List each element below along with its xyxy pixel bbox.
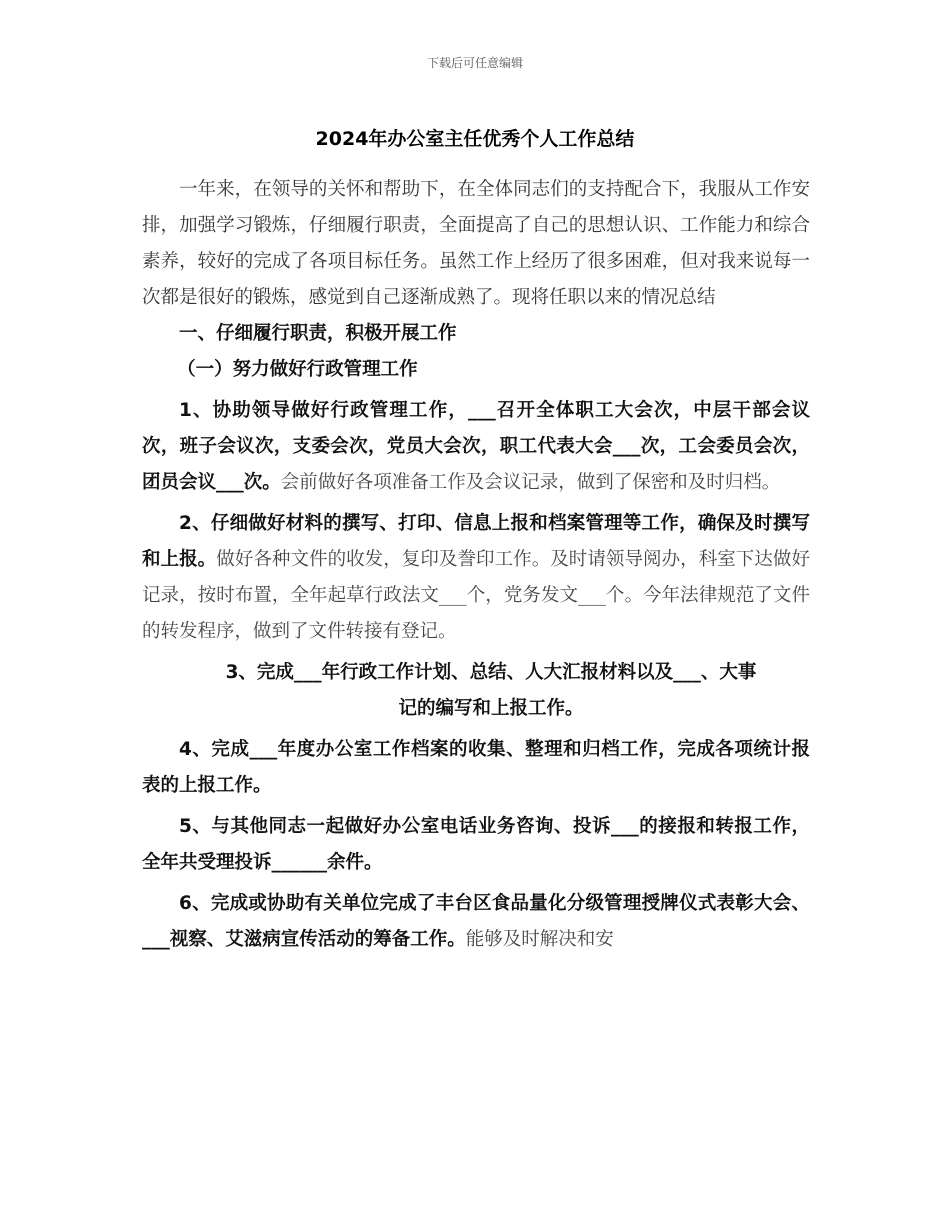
item-text: 能够及时解决和安 (465, 929, 614, 950)
page-header-note: 下载后可任意编辑 (426, 56, 523, 70)
list-item (142, 506, 810, 650)
page-title: 2024年办公室主任优秀个人工作总结 (315, 128, 635, 150)
item-bold-text: 1、协助领导做好行政管理工作，___召开全体职工大会次，中层干部会议次，班子会议次，支委会次，党员大会次，职工代表大会___次，工会委员会次，团员会议___次。 (142, 400, 810, 493)
subsection-heading-1: （一）努力做好行政管理工作 (177, 359, 418, 380)
item-bold-text: 4、完成___年度办公室工作档案的收集、整理和归档工作，完成各项统计报表的上报工作。 (142, 739, 810, 796)
section-heading-1: 一、仔细履行职责，积极开展工作 (179, 323, 457, 344)
item-bold-text: 2、仔细做好材料的撰写、打印、信息上报和档案管理等工作，确保及时撰写和上报。 (142, 513, 810, 570)
list-item (142, 809, 810, 881)
list-item (142, 886, 810, 958)
list-item-centered-line2: 记的编写和上报工作。 (398, 698, 584, 719)
list-item (142, 393, 810, 501)
item-text: 做好各种文件的收发，复印及誊印工作。及时请领导阅办，科室下达做好记录，按时布置，全年起草行政法文___个，党务发文___个。今年法律规范了文件的转发程序，做到了文件转接有登记。 (142, 549, 810, 642)
item-text: 会前做好各项准备工作及会议记录，做到了保密和及时归档。 (280, 472, 781, 493)
intro-paragraph: 一年来，在领导的关怀和帮助下，在全体同志们的支持配合下，我服从工作安排，加强学习锻炼，仔细履行职责，全面提高了自己的思想认识、工作能力和综合素养，较好的完成了各项目标任务。虽然工作上经历了很多困难，但对我来说每一次都是很好的锻炼，感觉到自己逐渐成熟了。现将任职以来的情况总结 (142, 179, 810, 308)
item-bold-text: 5、与其他同志一起做好办公室电话业务咨询、投诉___的接报和转报工作，全年共受理投诉______余件。 (142, 816, 810, 873)
document-body (142, 172, 810, 958)
list-item-centered-line1: 3、完成___年行政工作计划、总结、人大汇报材料以及___、大事 (225, 662, 757, 683)
list-item (142, 732, 810, 804)
item-bold-text: 6、完成或协助有关单位完成了丰台区食品量化分级管理授牌仪式表彰大会、___视察、艾滋病宣传活动的筹备工作。 (142, 893, 810, 950)
